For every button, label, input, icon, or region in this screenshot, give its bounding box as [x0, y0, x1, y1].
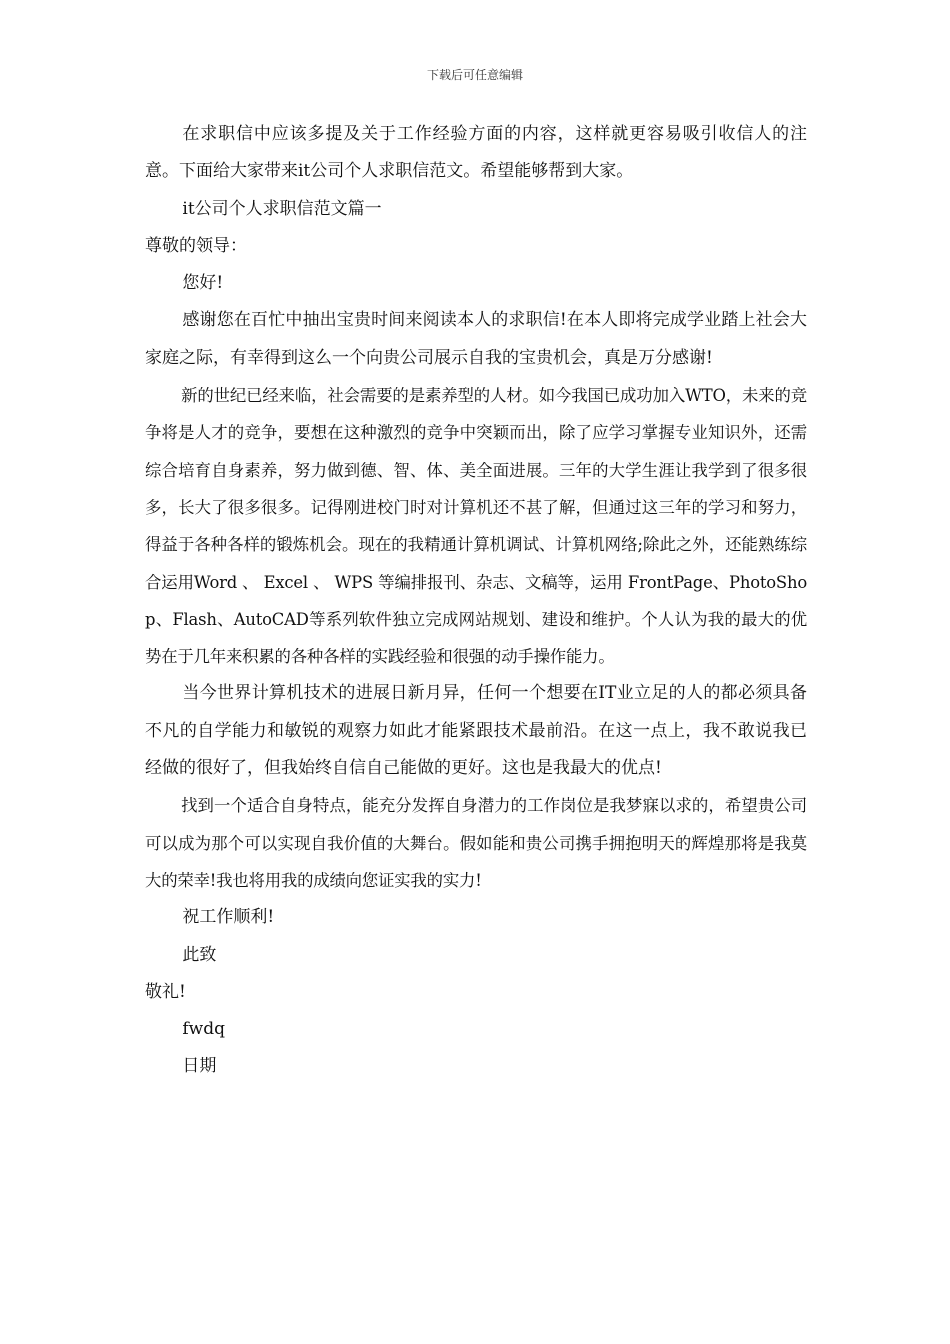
closing-line: 此致 [182, 944, 217, 965]
intro-paragraph: 在求职信中应该多提及关于工作经验方面的内容，这样就更容易吸引收信人的注意。下面给大家带来it公司个人求职信范文。希望能够帮到大家。 [145, 124, 807, 182]
letter-body [145, 116, 807, 1086]
paragraph-learning: 当今世界计算机技术的进展日新月异，任何一个想要在IT业立足的人的都必须具备不凡的自学能力和敏锐的观察力如此才能紧跟技术最前沿。在这一点上，我不敢说我已经做的很好了，但我始终自信自己能做的更好。这也是我最大的优点! [145, 683, 807, 779]
paragraph-thanks: 感谢您在百忙中抽出宝贵时间来阅读本人的求职信!在本人即将完成学业踏上社会大家庭之际，有幸得到这么一个向贵公司展示自我的宝贵机会，真是万分感谢! [145, 310, 807, 368]
salutation: 尊敬的领导： [145, 235, 247, 256]
page-header: 下载后可任意编辑 [426, 68, 523, 82]
paragraph-skills: 新的世纪已经来临，社会需要的是素养型的人材。如今我国已成功加入WTO，未来的竞争将是人才的竞争，要想在这种激烈的竞争中突颖而出，除了应学习掌握专业知识外，还需综合培育自身素养，努力做到德、智、体、美全面进展。三年的大学生涯让我学到了很多很多，长大了很多很多。记得刚进校门时对计算机还不甚了解，但通过这三年的学习和努力，得益于各种各样的锻炼机会。现在的我精通计算机调试、计算机网络;除此之外，还能熟练综合运用Word 、 Excel 、 WPS 等编排报刊、杂志、文稿等，运用 FrontPage、PhotoShop、Flash、AutoCAD等系列软件独立完成网站规划、建设和维护。个人认为我的最大的优势在于几年来积累的各种各样的实践经验和很强的动手操作能力。 [145, 386, 807, 667]
signature: fwdq [182, 1019, 225, 1040]
wish-line: 祝工作顺利! [182, 907, 275, 928]
regards-line: 敬礼! [145, 981, 186, 1002]
paragraph-goal: 找到一个适合自身特点，能充分发挥自身潜力的工作岗位是我梦寐以求的，希望贵公司可以成为那个可以实现自我价值的大舞台。假如能和贵公司携手拥抱明天的辉煌那将是我莫大的荣幸!我也将用我的成绩向您证实我的实力! [145, 796, 807, 890]
date-line: 日期 [182, 1056, 217, 1077]
greeting: 您好! [182, 273, 224, 294]
section-title: it公司个人求职信范文篇一 [182, 198, 382, 219]
